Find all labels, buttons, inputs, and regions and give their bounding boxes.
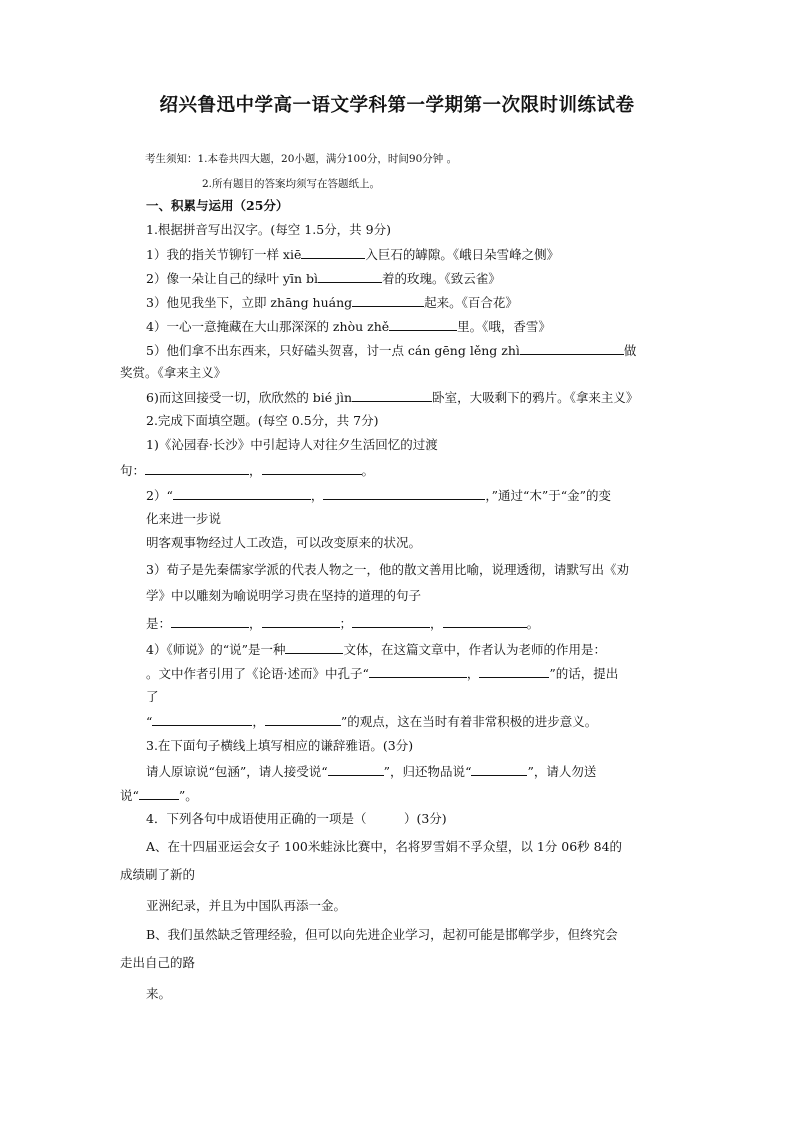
answer-blank[interactable]: [352, 293, 424, 307]
answer-blank[interactable]: [328, 762, 384, 776]
q1-item-4-text-end: 里。《哦，香雪》: [457, 319, 551, 334]
q2-item-1: 1)《沁园春·长沙》中引起诗人对往夕生活回忆的过渡: [146, 437, 438, 452]
q2-item-4-cont-2: 了: [146, 689, 159, 704]
q2-item-4-text: 4）《师说》的“说”是一种: [146, 642, 286, 657]
comma: ，: [252, 714, 265, 729]
answer-blank[interactable]: [173, 486, 311, 500]
comma: ，: [466, 666, 480, 681]
q4-option-b-cont: 走出自己的路: [120, 955, 196, 970]
page-title: 绍兴鲁迅中学高一语文学科第一学期第一次限时训练试卷: [159, 95, 635, 116]
q2-item-4-text-end: 文体，在这篇文章中，作者认为老师的作用是：: [343, 642, 606, 657]
q1-item-2-text: 2）像一朵让自己的绿叶 yīn bì: [146, 271, 319, 286]
answer-blank[interactable]: [318, 269, 382, 283]
q2-item-2: [146, 486, 611, 505]
answer-blank[interactable]: [352, 614, 430, 628]
q2-stem: 2.完成下面填空题。(每空 0.5分，共 7分): [146, 413, 379, 428]
q2-item-2-cont-2: 明客观事物经过人工改造，可以改变原来的状况。: [146, 535, 422, 550]
semicolon: ；: [339, 616, 353, 631]
q2-item-3: 3）荀子是先秦儒家学派的代表人物之一，他的散文善用比喻，说理透彻，请默写出《劝: [146, 562, 629, 577]
q1-item-4-text: 4）一心一意掩藏在大山那深深的 zhòu zhě: [146, 319, 390, 334]
answer-blank[interactable]: [369, 664, 467, 678]
q3-text-c: ”，请人勿送: [527, 764, 597, 779]
q1-item-5-text: 5）他们拿不出东西来，只好磕头贺喜，讨一点 cán gēng lěng zhì: [146, 343, 520, 358]
q2-item-4-cont: [146, 664, 618, 683]
answer-blank[interactable]: [262, 461, 362, 475]
q2-item-4-cont-3: [146, 712, 597, 731]
q1-item-5-text-end: 做: [623, 343, 637, 358]
answer-blank[interactable]: [479, 664, 549, 678]
quote-open: 2）“: [146, 488, 173, 503]
answer-blank[interactable]: [152, 712, 252, 726]
q2-item-4-cont-end: ”的话，提出: [549, 666, 619, 681]
q2-item-4-cont-3-text: ”的观点，这在当时有着非常积极的进步意义。: [340, 714, 598, 729]
q1-stem: 1.根据拼音写出汉字。(每空 1.5分，共 9分): [146, 222, 391, 237]
q1-item-3: [146, 293, 518, 312]
q4-stem: 4．下列各句中成语使用正确的一项是（ ）(3分): [146, 811, 447, 826]
comma: ，: [249, 616, 262, 631]
section-1-heading: 一、积累与运用（25分）: [146, 198, 289, 213]
comma: ，: [430, 616, 443, 631]
answer-blank[interactable]: [145, 461, 249, 475]
answer-blank[interactable]: [139, 786, 179, 800]
q3-stem: 3.在下面句子横线上填写相应的谦辞雅语。(3分): [146, 738, 414, 753]
q3-text-d: 说“: [120, 788, 139, 803]
answer-blank[interactable]: [389, 317, 457, 331]
notice-line-1: 考生须知：1.本卷共四大题，20小题，满分100分，时间90分钟 。: [145, 153, 458, 165]
q3-line-1: [146, 762, 596, 781]
q1-item-1-text: 1）我的指关节铆钉一样 xiē: [146, 247, 302, 262]
answer-blank[interactable]: [265, 712, 341, 726]
q1-item-2-text-end: 着的玫瑰。《致云雀》: [382, 271, 501, 286]
q2-item-1-label: 句：: [120, 463, 146, 478]
q2-item-3-cont: 学》中以雕刻为喻说明学习贵在坚持的道理的句子: [146, 588, 422, 603]
q1-item-5-cont: 奖赏。《拿来主义》: [120, 365, 227, 380]
q1-item-3-text-end: 起来。《百合花》: [424, 295, 518, 310]
answer-blank[interactable]: [471, 762, 527, 776]
answer-blank[interactable]: [323, 486, 485, 500]
comma: ，: [310, 488, 324, 503]
notice-line-2: 2.所有题目的答案均须写在答题纸上。: [202, 178, 381, 190]
comma: ，: [249, 463, 262, 478]
answer-blank[interactable]: [262, 614, 340, 628]
period: 。: [361, 463, 375, 478]
q1-item-5: [146, 341, 636, 360]
q1-item-4: [146, 317, 551, 336]
period: 。: [526, 616, 540, 631]
q3-text-b: ”，归还物品说“: [383, 764, 472, 779]
answer-blank[interactable]: [285, 640, 343, 654]
answer-blank[interactable]: [171, 614, 249, 628]
q2-item-2-text: ，”通过“木”于“金”的变: [485, 488, 612, 503]
q2-item-4-cont-text: 。文中作者引用了《论语·述而》中孔子“: [146, 666, 369, 681]
q2-item-4: [146, 640, 606, 659]
q4-option-a: A、在十四届亚运会女子 100米蛙泳比赛中，名将罗雪娟不孚众望，以 1分 06秒 84的: [146, 839, 623, 854]
q2-item-3-label: 是：: [146, 616, 172, 631]
q4-option-a-cont-2: 亚洲纪录，并且为中国队再添一金。: [146, 898, 347, 913]
answer-blank[interactable]: [443, 614, 527, 628]
q1-item-1: [146, 245, 559, 264]
q1-item-6-text-end: 卧室，大吸剩下的鸦片。《拿来主义》: [432, 390, 639, 405]
q1-item-1-text-end: 入巨石的罅隙。《峨日朵雪峰之侧》: [365, 247, 560, 262]
q1-item-3-text: 3）他见我坐下，立即 zhāng huáng: [146, 295, 353, 310]
q2-item-2-cont: 化来进一步说: [146, 511, 222, 526]
quote-open: “: [146, 714, 153, 729]
q4-option-b-cont-2: 来。: [146, 986, 172, 1001]
q3-text-e: ”。: [178, 788, 198, 803]
q3-line-2: [120, 786, 198, 805]
q4-option-b: B、我们虽然缺乏管理经验，但可以向先进企业学习，起初可能是邯郸学步，但终究会: [146, 927, 618, 942]
q1-item-6-text: 6)而这回接受一切，欣欣然的 bié jìn: [146, 390, 353, 405]
q1-item-2: [146, 269, 501, 288]
q1-item-6: [146, 388, 638, 407]
q2-item-3-answers: [146, 614, 539, 633]
q2-item-1-cont: [120, 461, 374, 480]
answer-blank[interactable]: [352, 388, 432, 402]
q4-option-a-cont: 成绩刷了新的: [120, 867, 196, 882]
answer-blank[interactable]: [301, 245, 365, 259]
q3-text-a: 请人原谅说“包涵”，请人接受说“: [146, 764, 328, 779]
answer-blank[interactable]: [520, 341, 624, 355]
